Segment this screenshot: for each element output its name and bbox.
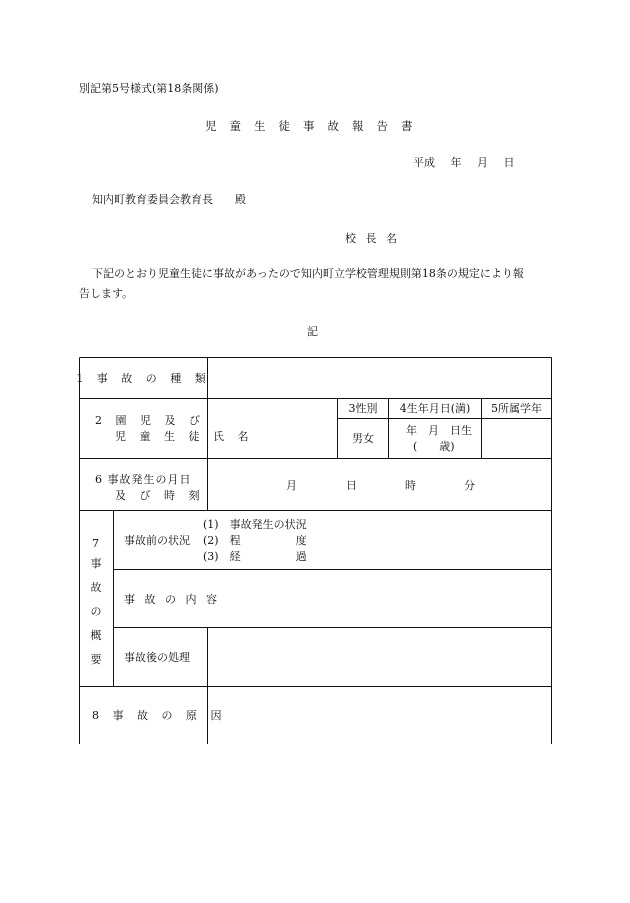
document-title: 児童生徒事故報告書 <box>205 119 426 133</box>
accident-content-label: 事 故 の 内 容 <box>124 593 220 606</box>
accident-cause-label: 8 事 故 の 原 因 <box>92 709 227 722</box>
birthdate-header: 4生年月日(満) <box>399 402 471 415</box>
occurrence-date-label-line2: 及 び 時 刻 <box>115 489 205 502</box>
student-name-label-line2: 児 童 生 徒 氏 名 <box>115 430 254 443</box>
birthdate-field-line1[interactable]: 年 月 日生 <box>406 424 472 437</box>
occurrence-hour[interactable]: 時 <box>405 479 416 492</box>
gender-header: 3性別 <box>348 402 378 415</box>
overview-number: 7 <box>92 537 99 550</box>
principal-name-label: 校 長 名 <box>345 232 400 245</box>
accident-content-field[interactable] <box>114 570 551 627</box>
accident-type-field[interactable] <box>208 358 551 398</box>
accident-cause-field[interactable] <box>208 687 551 744</box>
pre-accident-item-1: (1) 事故発生の状況 <box>203 518 307 531</box>
form-reference: 別記第5号様式(第18条関係) <box>79 82 219 95</box>
occurrence-month[interactable]: 月 <box>286 479 297 492</box>
pre-accident-item-3: (3) 経 過 <box>203 550 307 563</box>
post-accident-label: 事故後の処理 <box>124 651 190 664</box>
occurrence-date-label-line1: 6 事故発生の月日 <box>95 473 192 486</box>
record-heading: 記 <box>307 325 318 338</box>
occurrence-minute[interactable]: 分 <box>464 479 475 492</box>
body-text-line-1: 下記のとおり児童生徒に事故があったので知内町立学校管理規則第18条の規定により報 <box>92 267 524 280</box>
pre-accident-label: 事故前の状況 <box>124 534 190 547</box>
grade-header: 5所属学年 <box>491 402 542 415</box>
student-name-label-line1: 2 園 児 及 び <box>95 414 205 427</box>
grade-field[interactable] <box>482 419 551 458</box>
pre-accident-item-2: (2) 程 度 <box>203 534 307 547</box>
student-name-field[interactable] <box>208 399 337 458</box>
overview-vertical-label: 事故の概要 <box>90 557 102 666</box>
gender-field[interactable]: 男女 <box>352 432 374 445</box>
occurrence-day[interactable]: 日 <box>346 479 357 492</box>
date-line: 平成 年 月 日 <box>413 156 515 169</box>
post-accident-field[interactable] <box>208 628 551 686</box>
addressee: 知内町教育委員会教育長 殿 <box>92 193 246 206</box>
accident-type-label: 1 事 故 の 種 類 <box>76 371 211 385</box>
birthdate-field-line2[interactable]: ( 歳) <box>413 440 455 453</box>
body-text-line-2: 告します。 <box>79 287 134 300</box>
